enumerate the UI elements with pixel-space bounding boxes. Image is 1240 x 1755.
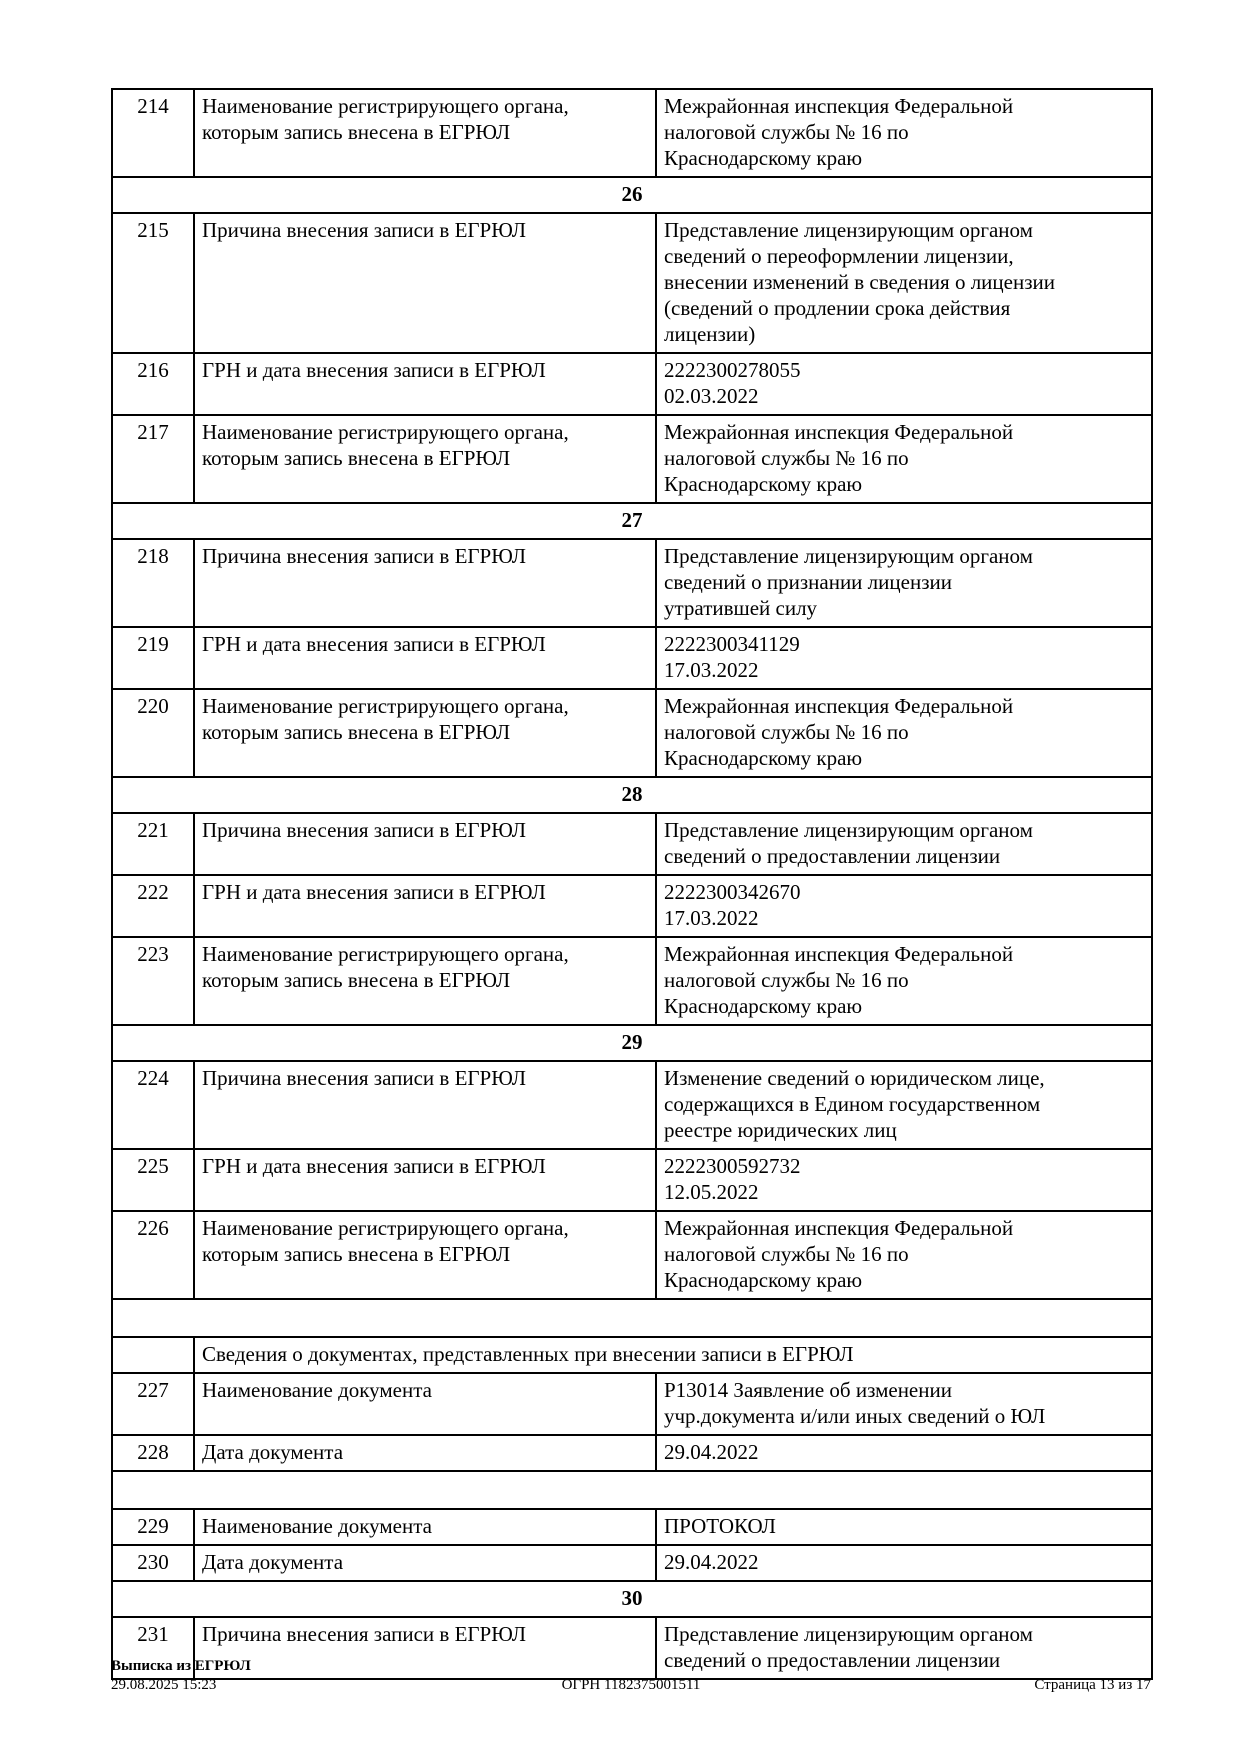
- field-name-cell: [194, 813, 656, 875]
- text-line: сведений о признании лицензии: [664, 570, 952, 594]
- text-line: Краснодарскому краю: [664, 994, 863, 1018]
- text-line: 2222300341129: [664, 632, 800, 656]
- table-row: [112, 937, 1152, 1025]
- field-value-cell: [656, 875, 1152, 937]
- field-name-cell: [194, 415, 656, 503]
- row-number-cell: 218: [112, 539, 194, 627]
- field-value-cell: [656, 213, 1152, 353]
- row-number-cell: 222: [112, 875, 194, 937]
- text-line: Представление лицензирующим органом: [664, 218, 1033, 242]
- text-line: 2222300278055: [664, 358, 801, 382]
- text-line: 2222300592732: [664, 1154, 801, 1178]
- text-line: Причина внесения записи в ЕГРЮЛ: [202, 544, 527, 568]
- text-line: Причина внесения записи в ЕГРЮЛ: [202, 818, 527, 842]
- table-row: [112, 1435, 1152, 1471]
- field-value-cell: [656, 415, 1152, 503]
- text-line: Межрайонная инспекция Федеральной: [664, 694, 1014, 718]
- text-line: сведений о предоставлении лицензии: [664, 844, 1001, 868]
- text-line: которым запись внесена в ЕГРЮЛ: [202, 720, 511, 744]
- row-number-cell: 231: [112, 1617, 194, 1679]
- field-value-cell: [656, 539, 1152, 627]
- text-line: налоговой службы № 16 по: [664, 720, 909, 744]
- text-line: налоговой службы № 16 по: [664, 446, 909, 470]
- field-value-cell: [656, 1435, 1152, 1471]
- text-line: Краснодарскому краю: [664, 146, 863, 170]
- row-number-cell: 228: [112, 1435, 194, 1471]
- text-line: Наименование регистрирующего органа,: [202, 94, 569, 118]
- text-line: 29.04.2022: [664, 1440, 759, 1464]
- text-line: утратившей силу: [664, 596, 818, 620]
- text-line: Представление лицензирующим органом: [664, 1622, 1033, 1646]
- text-line: Краснодарскому краю: [664, 1268, 863, 1292]
- text-line: учр.документа и/или иных сведений о ЮЛ: [664, 1404, 1046, 1428]
- text-line: реестре юридических лиц: [664, 1118, 897, 1142]
- row-number-cell: 221: [112, 813, 194, 875]
- table-row: [112, 1509, 1152, 1545]
- group-number-row: [112, 177, 1152, 213]
- text-line: Дата документа: [202, 1550, 344, 1574]
- table-row: [112, 1545, 1152, 1581]
- field-value-cell: [656, 1149, 1152, 1211]
- footer-datetime: 29.08.2025 15:23: [111, 1677, 217, 1693]
- field-value-cell: [656, 1509, 1152, 1545]
- text-line: Наименование документа: [202, 1514, 432, 1538]
- group-number-row: [112, 777, 1152, 813]
- text-line: 2222300342670: [664, 880, 801, 904]
- text-line: Р13014 Заявление об изменении: [664, 1378, 952, 1402]
- field-value-cell: [656, 1373, 1152, 1435]
- text-line: Наименование регистрирующего органа,: [202, 694, 569, 718]
- row-number-cell: 223: [112, 937, 194, 1025]
- text-line: Межрайонная инспекция Федеральной: [664, 420, 1014, 444]
- field-name-cell: [194, 1435, 656, 1471]
- row-number-cell: 227: [112, 1373, 194, 1435]
- field-name-cell: [194, 353, 656, 415]
- spacer-row: [112, 1299, 1152, 1337]
- table-row: [112, 1211, 1152, 1299]
- field-value-cell: [656, 89, 1152, 177]
- table-row: [112, 1149, 1152, 1211]
- table-row: [112, 689, 1152, 777]
- group-number-cell: 30: [112, 1581, 1152, 1617]
- text-line: Наименование регистрирующего органа,: [202, 1216, 569, 1240]
- table-row: [112, 1061, 1152, 1149]
- field-value-cell: [656, 353, 1152, 415]
- text-line: Краснодарскому краю: [664, 746, 863, 770]
- row-number-cell: 229: [112, 1509, 194, 1545]
- text-line: внесении изменений в сведения о лицензии: [664, 270, 1055, 294]
- field-name-cell: [194, 89, 656, 177]
- text-line: ГРН и дата внесения записи в ЕГРЮЛ: [202, 358, 546, 382]
- text-line: которым запись внесена в ЕГРЮЛ: [202, 446, 511, 470]
- footer-ogrn: ОГРН 1182375001511: [561, 1677, 701, 1693]
- text-line: сведений о переоформлении лицензии,: [664, 244, 1014, 268]
- text-line: налоговой службы № 16 по: [664, 1242, 909, 1266]
- text-line: Причина внесения записи в ЕГРЮЛ: [202, 1066, 527, 1090]
- text-line: 02.03.2022: [664, 384, 759, 408]
- group-number-cell: 29: [112, 1025, 1152, 1061]
- text-line: 17.03.2022: [664, 658, 759, 682]
- field-name-cell: [194, 937, 656, 1025]
- field-name-cell: [194, 213, 656, 353]
- field-name-cell: [194, 1061, 656, 1149]
- table-row: [112, 1373, 1152, 1435]
- row-number-cell: 214: [112, 89, 194, 177]
- text-line: 12.05.2022: [664, 1180, 759, 1204]
- group-number-cell: 28: [112, 777, 1152, 813]
- text-line: (сведений о продлении срока действия: [664, 296, 1011, 320]
- text-line: которым запись внесена в ЕГРЮЛ: [202, 1242, 511, 1266]
- table-row: [112, 415, 1152, 503]
- table-row: [112, 89, 1152, 177]
- text-line: содержащихся в Едином государственном: [664, 1092, 1041, 1116]
- section-header-row: [112, 1337, 1152, 1373]
- row-number-cell: 230: [112, 1545, 194, 1581]
- group-number-row: [112, 1581, 1152, 1617]
- footer-doc-type: Выписка из ЕГРЮЛ: [111, 1658, 251, 1674]
- field-value-cell: [656, 1545, 1152, 1581]
- text-line: Представление лицензирующим органом: [664, 818, 1033, 842]
- footer-page-number: Страница 13 из 17: [1034, 1677, 1151, 1693]
- field-value-cell: [656, 689, 1152, 777]
- field-value-cell: [656, 627, 1152, 689]
- text-line: ГРН и дата внесения записи в ЕГРЮЛ: [202, 880, 546, 904]
- table-row: [112, 539, 1152, 627]
- table-row: [112, 353, 1152, 415]
- text-line: 29.04.2022: [664, 1550, 759, 1574]
- field-name-cell: [194, 875, 656, 937]
- spacer-cell: [112, 1471, 1152, 1509]
- text-line: Наименование регистрирующего органа,: [202, 942, 569, 966]
- field-name-cell: [194, 1211, 656, 1299]
- text-line: ПРОТОКОЛ: [664, 1514, 776, 1538]
- text-line: Межрайонная инспекция Федеральной: [664, 1216, 1014, 1240]
- row-number-cell: 220: [112, 689, 194, 777]
- text-line: Дата документа: [202, 1440, 344, 1464]
- row-number-cell: 219: [112, 627, 194, 689]
- spacer-row: [112, 1471, 1152, 1509]
- text-line: Представление лицензирующим органом: [664, 544, 1033, 568]
- field-name-cell: [194, 627, 656, 689]
- text-line: Причина внесения записи в ЕГРЮЛ: [202, 1622, 527, 1646]
- row-number-cell: [112, 1337, 194, 1373]
- row-number-cell: 217: [112, 415, 194, 503]
- field-name-cell: [194, 1373, 656, 1435]
- table-row: [112, 875, 1152, 937]
- field-name-cell: [194, 1149, 656, 1211]
- row-number-cell: 225: [112, 1149, 194, 1211]
- text-line: налоговой службы № 16 по: [664, 968, 909, 992]
- row-number-cell: 226: [112, 1211, 194, 1299]
- group-number-cell: 27: [112, 503, 1152, 539]
- text-line: сведений о предоставлении лицензии: [664, 1648, 1001, 1672]
- row-number-cell: 215: [112, 213, 194, 353]
- text-line: лицензии): [664, 322, 756, 346]
- text-line: Краснодарскому краю: [664, 472, 863, 496]
- text-line: Наименование регистрирующего органа,: [202, 420, 569, 444]
- field-name-cell: [194, 539, 656, 627]
- text-line: Межрайонная инспекция Федеральной: [664, 942, 1014, 966]
- egrul-records-table: [111, 88, 1153, 1680]
- section-header-cell: Сведения о документах, представленных при внесении записи в ЕГРЮЛ: [194, 1337, 1152, 1373]
- text-line: Изменение сведений о юридическом лице,: [664, 1066, 1045, 1090]
- table-row: [112, 813, 1152, 875]
- row-number-cell: 224: [112, 1061, 194, 1149]
- field-value-cell: [656, 1211, 1152, 1299]
- table-row: [112, 627, 1152, 689]
- text-line: Причина внесения записи в ЕГРЮЛ: [202, 218, 527, 242]
- field-value-cell: [656, 813, 1152, 875]
- group-number-row: [112, 503, 1152, 539]
- group-number-cell: 26: [112, 177, 1152, 213]
- field-value-cell: [656, 937, 1152, 1025]
- field-name-cell: [194, 1509, 656, 1545]
- field-name-cell: [194, 689, 656, 777]
- spacer-cell: [112, 1299, 1152, 1337]
- text-line: которым запись внесена в ЕГРЮЛ: [202, 968, 511, 992]
- text-line: Межрайонная инспекция Федеральной: [664, 94, 1014, 118]
- field-name-cell: [194, 1545, 656, 1581]
- page-footer: [111, 1657, 1151, 1695]
- egrul-table-body: [112, 89, 1152, 1679]
- row-number-cell: 216: [112, 353, 194, 415]
- text-line: налоговой службы № 16 по: [664, 120, 909, 144]
- text-line: ГРН и дата внесения записи в ЕГРЮЛ: [202, 1154, 546, 1178]
- field-value-cell: [656, 1061, 1152, 1149]
- text-line: которым запись внесена в ЕГРЮЛ: [202, 120, 511, 144]
- text-line: 17.03.2022: [664, 906, 759, 930]
- text-line: ГРН и дата внесения записи в ЕГРЮЛ: [202, 632, 546, 656]
- group-number-row: [112, 1025, 1152, 1061]
- text-line: Наименование документа: [202, 1378, 432, 1402]
- table-row: [112, 213, 1152, 353]
